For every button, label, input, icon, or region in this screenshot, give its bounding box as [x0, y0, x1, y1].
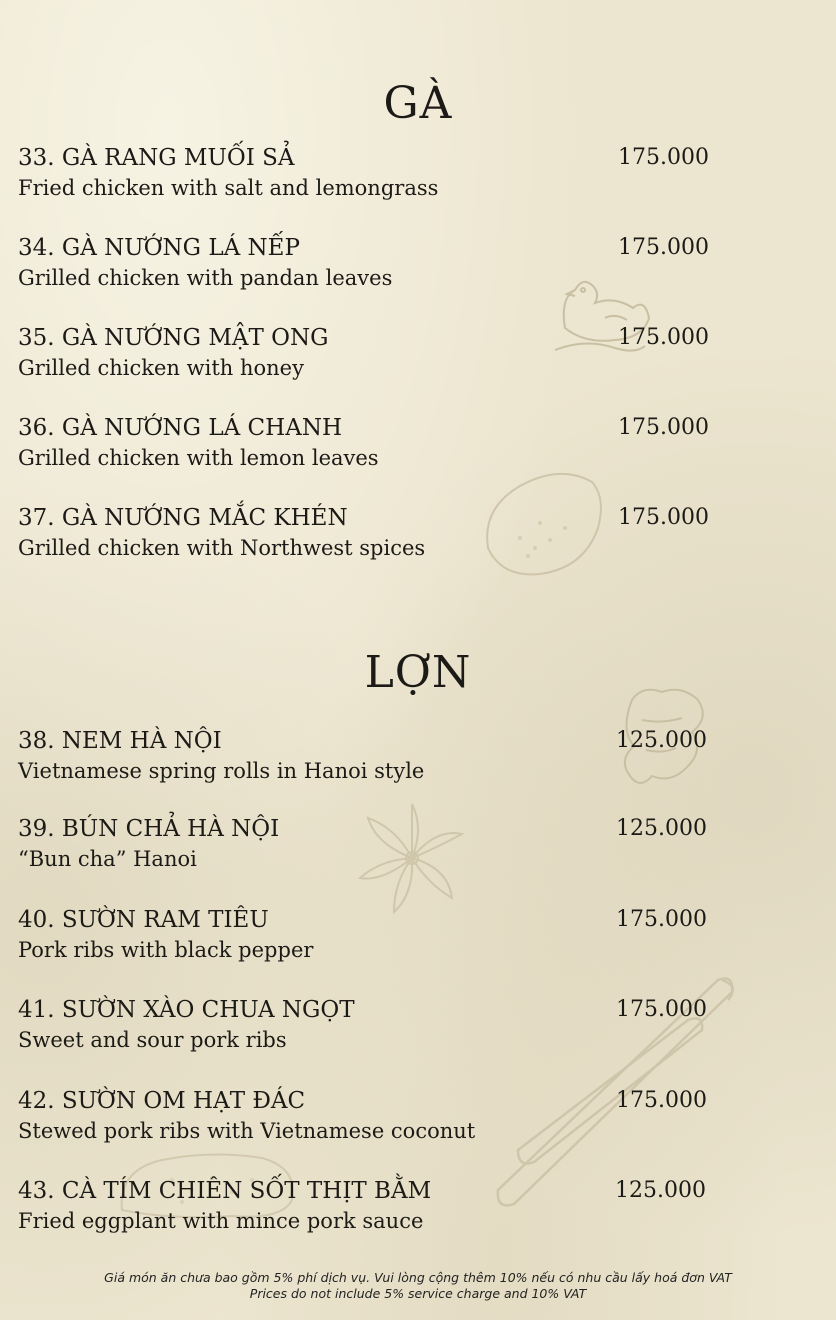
item-desc: “Bun cha” Hanoi	[18, 847, 197, 871]
item-price: 175.000	[618, 145, 709, 170]
item-desc: Grilled chicken with honey	[18, 356, 304, 380]
item-price: 125.000	[615, 1178, 706, 1203]
footer-note	[0, 1270, 836, 1302]
item-name: 40. SƯỜN RAM TIÊU	[18, 907, 269, 933]
item-desc: Grilled chicken with pandan leaves	[18, 266, 393, 290]
footer-line-vi: Giá món ăn chưa bao gồm 5% phí dịch vụ. Vui lòng cộng thêm 10% nếu có nhu cầu lấy hoá đơn VAT	[104, 1270, 732, 1285]
star-anise-illustration	[352, 798, 472, 918]
item-name: 36. GÀ NƯỚNG LÁ CHANH	[18, 415, 342, 441]
item-price: 175.000	[616, 907, 707, 932]
item-name: 38. NEM HÀ NỘI	[18, 728, 222, 754]
item-price: 125.000	[616, 728, 707, 753]
item-name: 37. GÀ NƯỚNG MẮC KHÉN	[18, 505, 348, 531]
section-title-ga: GÀ	[383, 78, 453, 129]
item-desc: Fried eggplant with mince pork sauce	[18, 1209, 424, 1233]
item-name: 34. GÀ NƯỚNG LÁ NẾP	[18, 235, 300, 261]
item-desc: Grilled chicken with lemon leaves	[18, 446, 379, 470]
item-name: 33. GÀ RANG MUỐI SẢ	[18, 145, 295, 171]
item-desc: Sweet and sour pork ribs	[18, 1028, 287, 1052]
item-desc: Fried chicken with salt and lemongrass	[18, 176, 439, 200]
item-name: 35. GÀ NƯỚNG MẬT ONG	[18, 325, 329, 351]
lemon-illustration	[480, 468, 608, 580]
item-price: 175.000	[618, 415, 709, 440]
item-name: 43. CÀ TÍM CHIÊN SỐT THỊT BẰM	[18, 1178, 432, 1204]
footer-line-en: Prices do not include 5% service charge and 10% VAT	[249, 1286, 587, 1301]
section-title-lon: LỢN	[364, 647, 472, 698]
item-price: 175.000	[618, 505, 709, 530]
item-name: 39. BÚN CHẢ HÀ NỘI	[18, 816, 280, 842]
item-price: 175.000	[616, 1088, 707, 1113]
item-desc: Grilled chicken with Northwest spices	[18, 536, 426, 560]
item-name: 41. SƯỜN XÀO CHUA NGỌT	[18, 997, 355, 1023]
item-price: 175.000	[618, 325, 709, 350]
item-desc: Vietnamese spring rolls in Hanoi style	[18, 759, 425, 783]
item-desc: Stewed pork ribs with Vietnamese coconut	[18, 1119, 476, 1143]
item-name: 42. SƯỜN OM HẠT ĐÁC	[18, 1088, 306, 1114]
item-price: 175.000	[616, 997, 707, 1022]
item-desc: Pork ribs with black pepper	[18, 938, 314, 962]
item-price: 175.000	[618, 235, 709, 260]
cinnamon-illustration	[478, 960, 748, 1210]
item-price: 125.000	[616, 816, 707, 841]
